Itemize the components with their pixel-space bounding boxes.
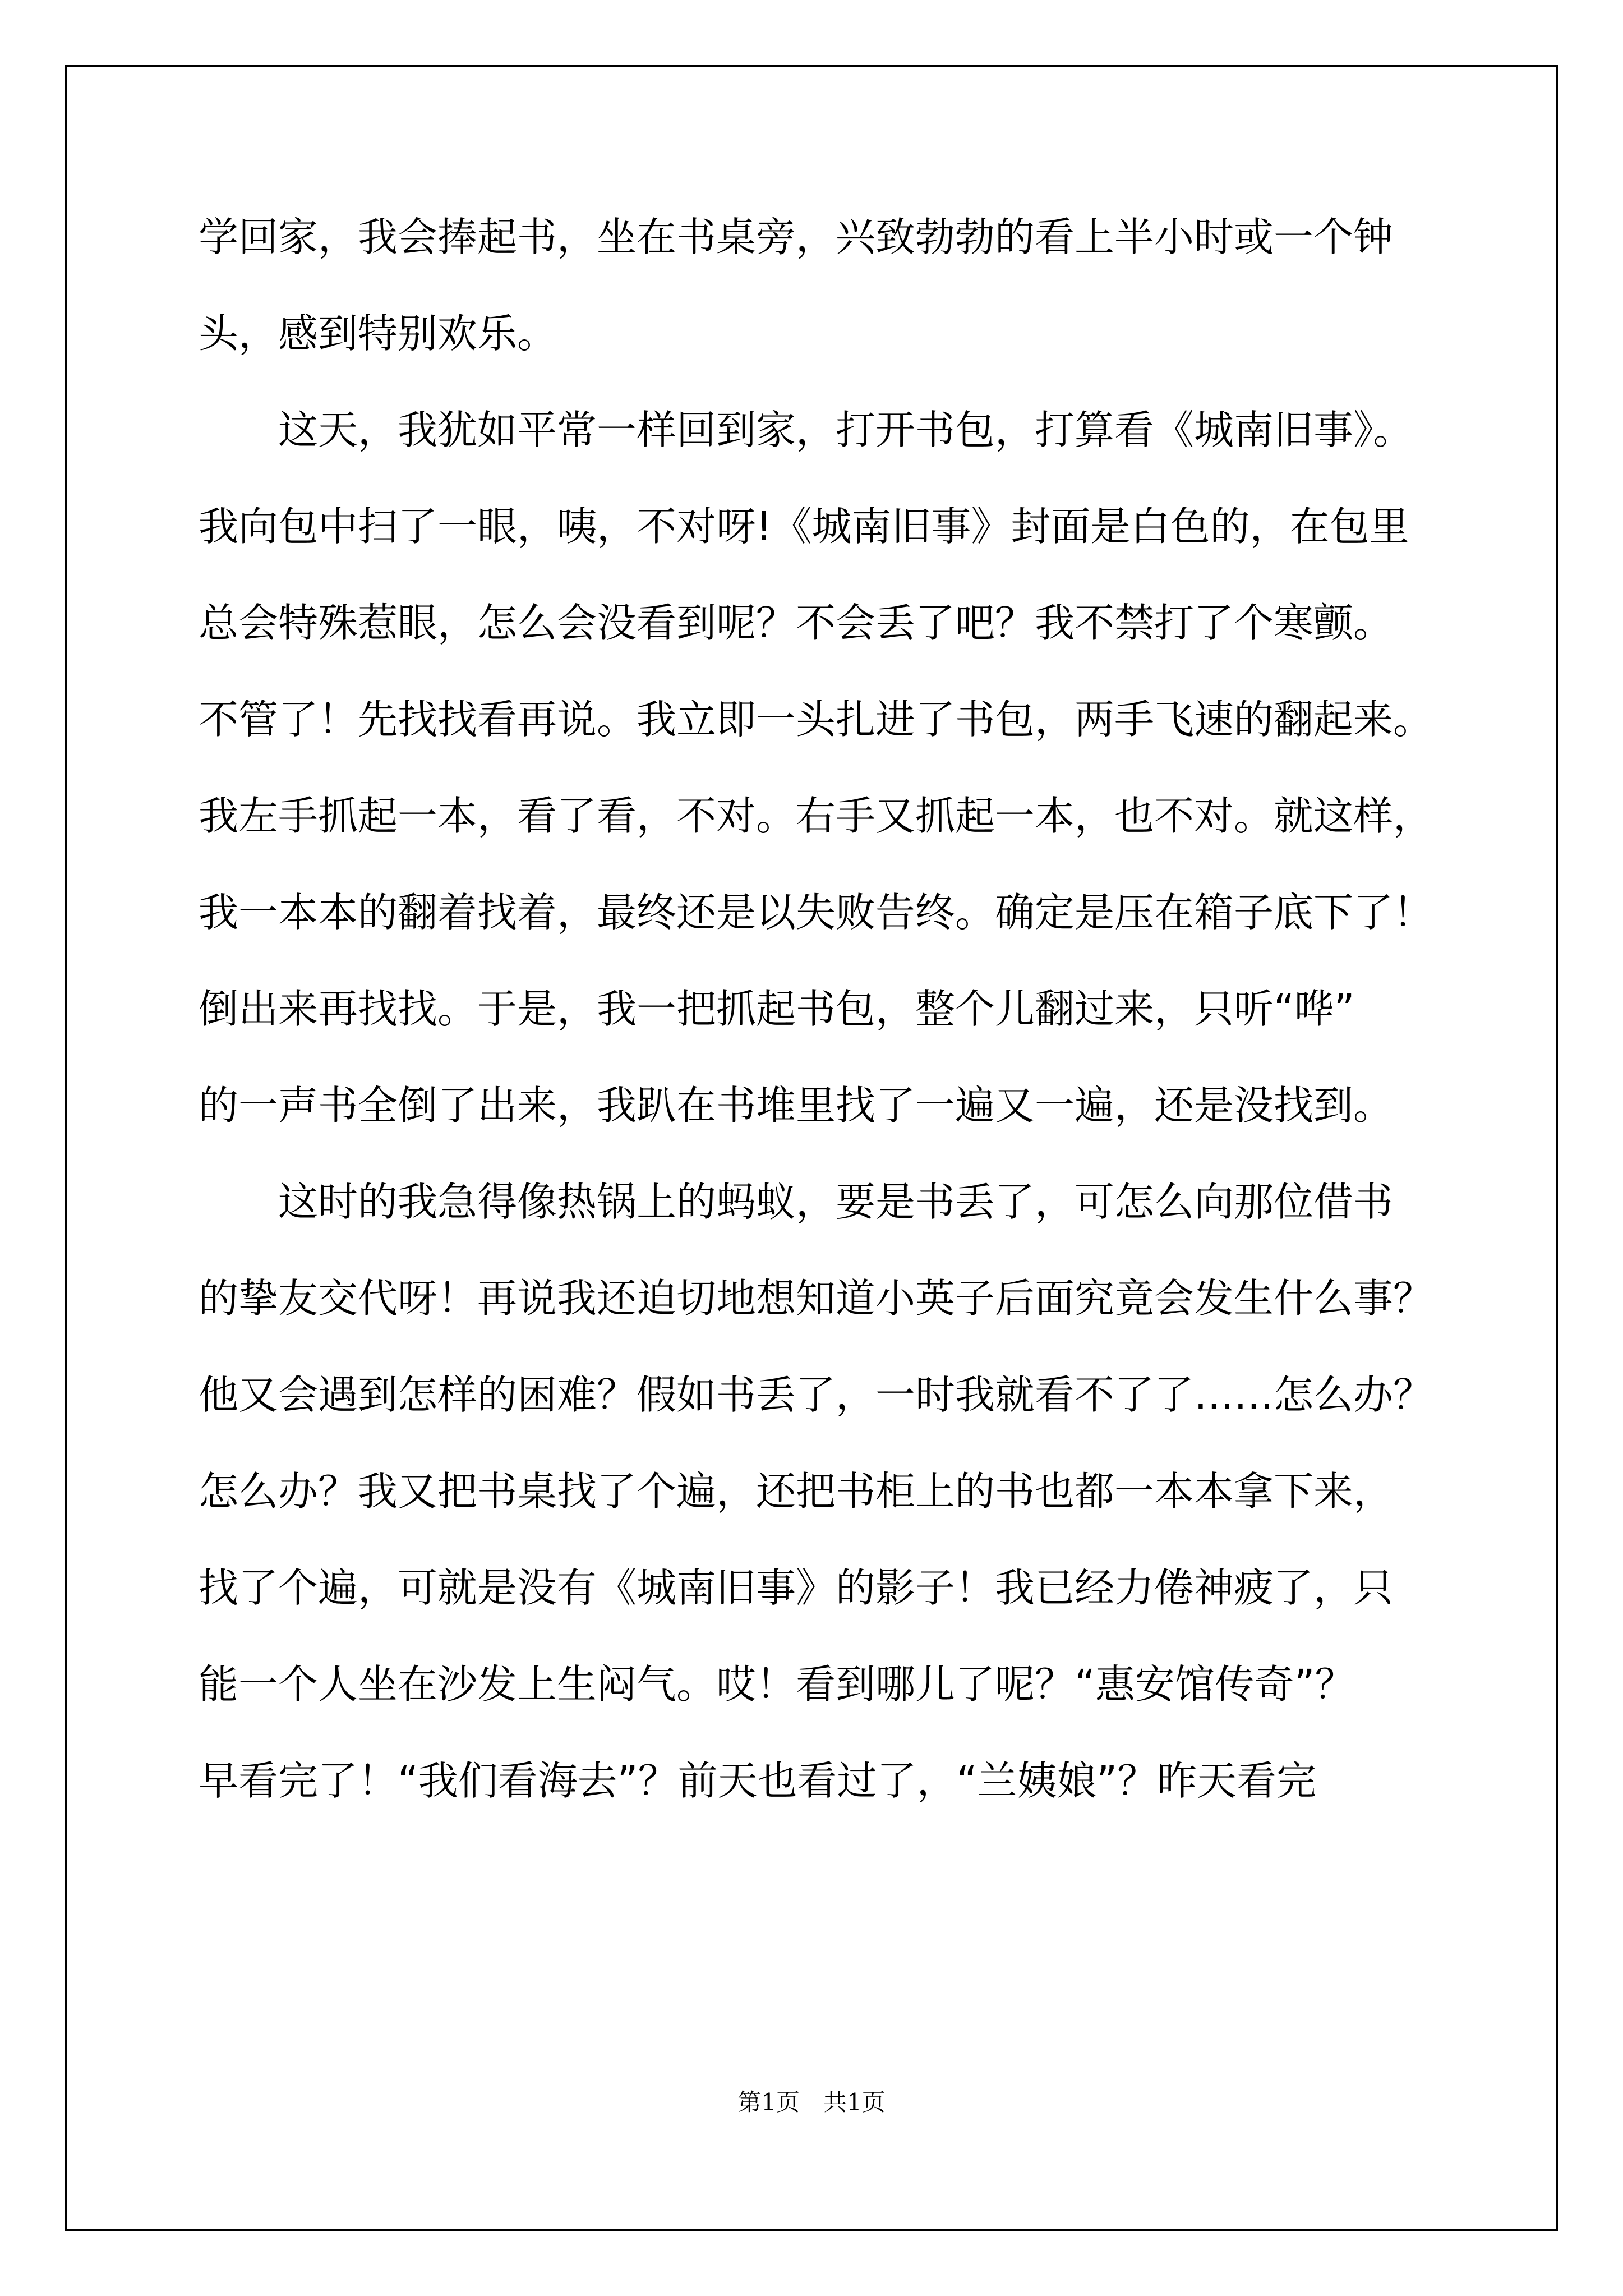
text-line: 他又会遇到怎样的困难？假如书丢了，一时我就看不了了……怎么办？ <box>199 1372 1433 1418</box>
page-total: 共1页 <box>823 2088 886 2116</box>
text-line: 找了个遍，可就是没有《城南旧事》的影子！我已经力倦神疲了，只 <box>199 1565 1394 1611</box>
text-line: 的一声书全倒了出来，我趴在书堆里找了一遍又一遍，还是没找到。 <box>199 1082 1394 1129</box>
text-line: 的挚友交代呀！再说我还迫切地想知道小英子后面究竟会发生什么事？ <box>199 1275 1433 1322</box>
text-line: 怎么办？我又把书桌找了个遍，还把书柜上的书也都一本本拿下来， <box>199 1468 1394 1515</box>
text-line: 总会特殊惹眼，怎么会没看到呢？不会丢了吧？我不禁打了个寒颤。 <box>199 600 1394 646</box>
text-line: 我向包中扫了一眼，咦，不对呀!《城南旧事》封面是白色的，在包里 <box>199 503 1409 550</box>
text-line: 头，感到特别欢乐。 <box>199 310 557 357</box>
page-border <box>65 65 1558 2231</box>
text-line: 这时的我急得像热锅上的蚂蚁，要是书丢了，可怎么向那位借书 <box>199 1179 1394 1225</box>
text-line: 这天，我犹如平常一样回到家，打开书包，打算看《城南旧事》。 <box>199 407 1413 453</box>
text-line: 我左手抓起一本，看了看，不对。右手又抓起一本，也不对。就这样， <box>199 793 1433 839</box>
text-line: 早看完了！“我们看海去”？前天也看过了，“兰姨娘”？昨天看完 <box>199 1757 1317 1804</box>
text-line: 学回家，我会捧起书，坐在书桌旁，兴致勃勃的看上半小时或一个钟 <box>199 214 1394 260</box>
page-number: 第1页 <box>737 2088 800 2116</box>
text-line: 不管了！先找找看再说。我立即一头扎进了书包，两手飞速的翻起来。 <box>199 696 1433 743</box>
text-line: 能一个人坐在沙发上生闷气。哎！看到哪儿了呢？“惠安馆传奇”？ <box>199 1661 1355 1708</box>
text-line: 我一本本的翻着找着，最终还是以失败告终。确定是压在箱子底下了！ <box>199 889 1433 936</box>
page-footer <box>0 2088 1623 2116</box>
text-line: 倒出来再找找。于是，我一把抓起书包，整个儿翻过来，只听“哗” <box>199 986 1355 1032</box>
